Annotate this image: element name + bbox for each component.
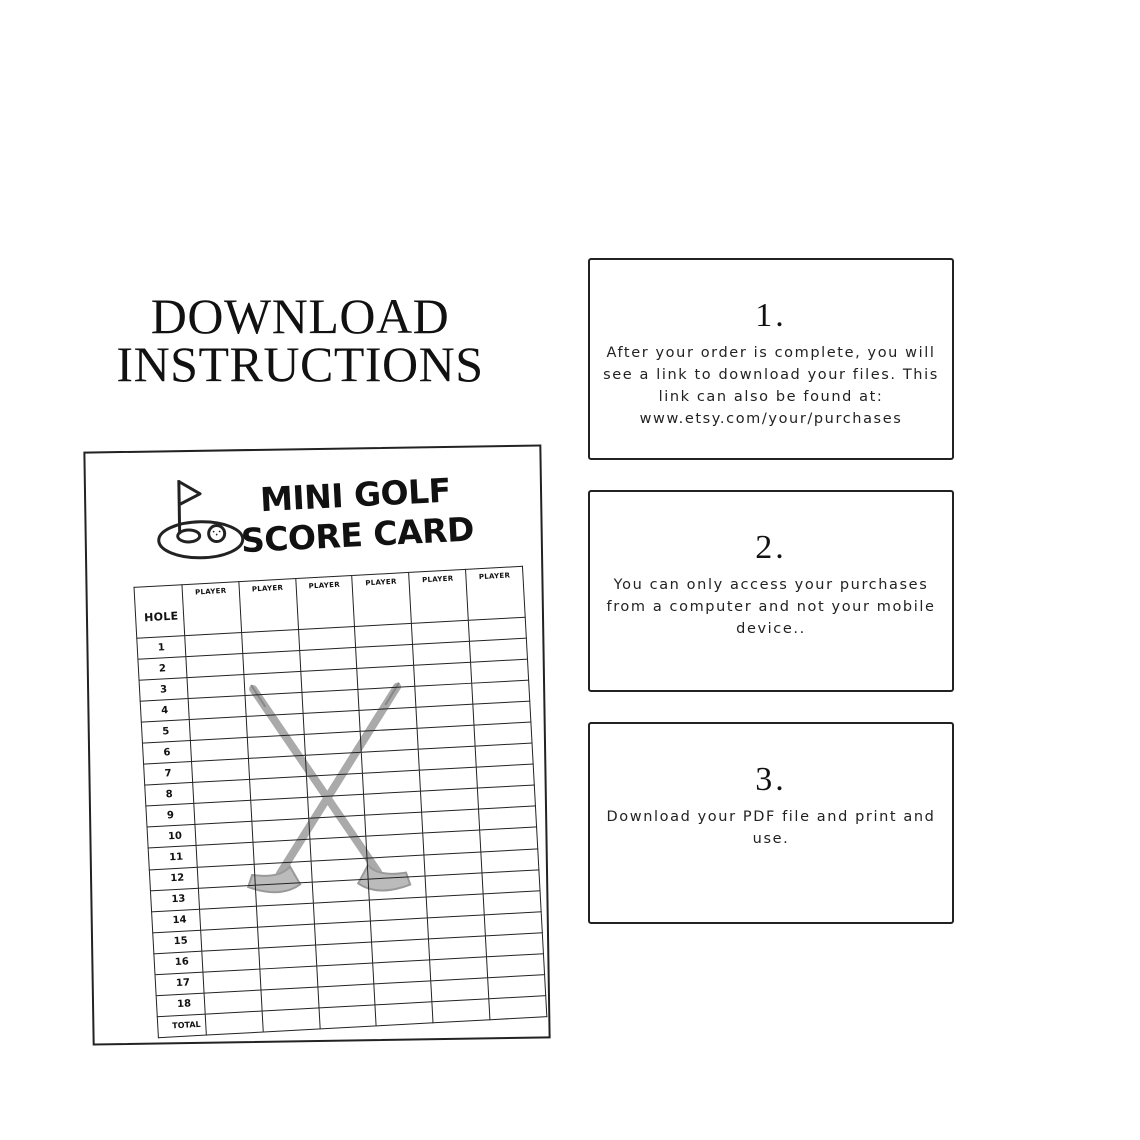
hole-number: 12 <box>149 867 198 891</box>
hole-number: 16 <box>154 951 203 975</box>
player-column-header: PLAYER <box>466 566 526 620</box>
heading-line-1: DOWNLOAD <box>150 288 450 344</box>
total-label: TOTAL <box>157 1014 206 1038</box>
hole-number: 3 <box>139 678 188 702</box>
score-table <box>133 566 547 1038</box>
hole-column-header: HOLE <box>134 585 185 639</box>
player-column-header: PLAYER <box>352 572 412 626</box>
player-column-header: PLAYER <box>295 576 355 630</box>
hole-number: 13 <box>150 888 199 912</box>
player-column-header: PLAYER <box>409 569 469 623</box>
hole-number: 5 <box>141 720 190 744</box>
hole-number: 10 <box>147 825 196 849</box>
hole-number: 7 <box>144 762 193 786</box>
hole-number: 8 <box>145 783 194 807</box>
heading-line-2: INSTRUCTIONS <box>116 336 484 392</box>
hole-number: 15 <box>153 930 202 954</box>
hole-number: 9 <box>146 804 195 828</box>
step-card-1 <box>588 258 954 460</box>
step-text: You can only access your purchases from a computer and not your mobile device.. <box>606 577 936 637</box>
hole-number: 14 <box>152 909 201 933</box>
scorecard-sheet <box>83 444 550 1045</box>
hole-number: 2 <box>138 657 187 681</box>
score-cell <box>205 1011 263 1035</box>
scorecard-preview <box>83 444 550 1045</box>
hole-number: 18 <box>156 993 205 1017</box>
hole-number: 11 <box>148 846 197 870</box>
score-cell <box>489 996 547 1020</box>
step-number: 2. <box>755 529 787 566</box>
hole-number: 6 <box>142 741 191 765</box>
player-column-header: PLAYER <box>239 579 299 633</box>
step-card-3 <box>588 722 954 924</box>
hole-number: 4 <box>140 699 189 723</box>
step-number: 3. <box>755 761 787 798</box>
page-heading <box>60 288 540 392</box>
step-text: After your order is complete, you will see a link to download your files. This link can also be found at: www.etsy.com/your/purchases <box>603 345 939 427</box>
player-column-header: PLAYER <box>182 582 242 636</box>
score-cell <box>432 999 490 1023</box>
scorecard-title: MINI GOLF SCORE CARD <box>240 470 475 561</box>
score-cell <box>262 1008 320 1032</box>
step-text: Download your PDF file and print and use. <box>606 809 936 847</box>
step-number: 1. <box>755 297 787 334</box>
step-card-2 <box>588 490 954 692</box>
score-cell <box>319 1005 377 1029</box>
score-cell <box>375 1002 433 1026</box>
hole-number: 17 <box>155 972 204 996</box>
hole-number: 1 <box>137 636 186 660</box>
